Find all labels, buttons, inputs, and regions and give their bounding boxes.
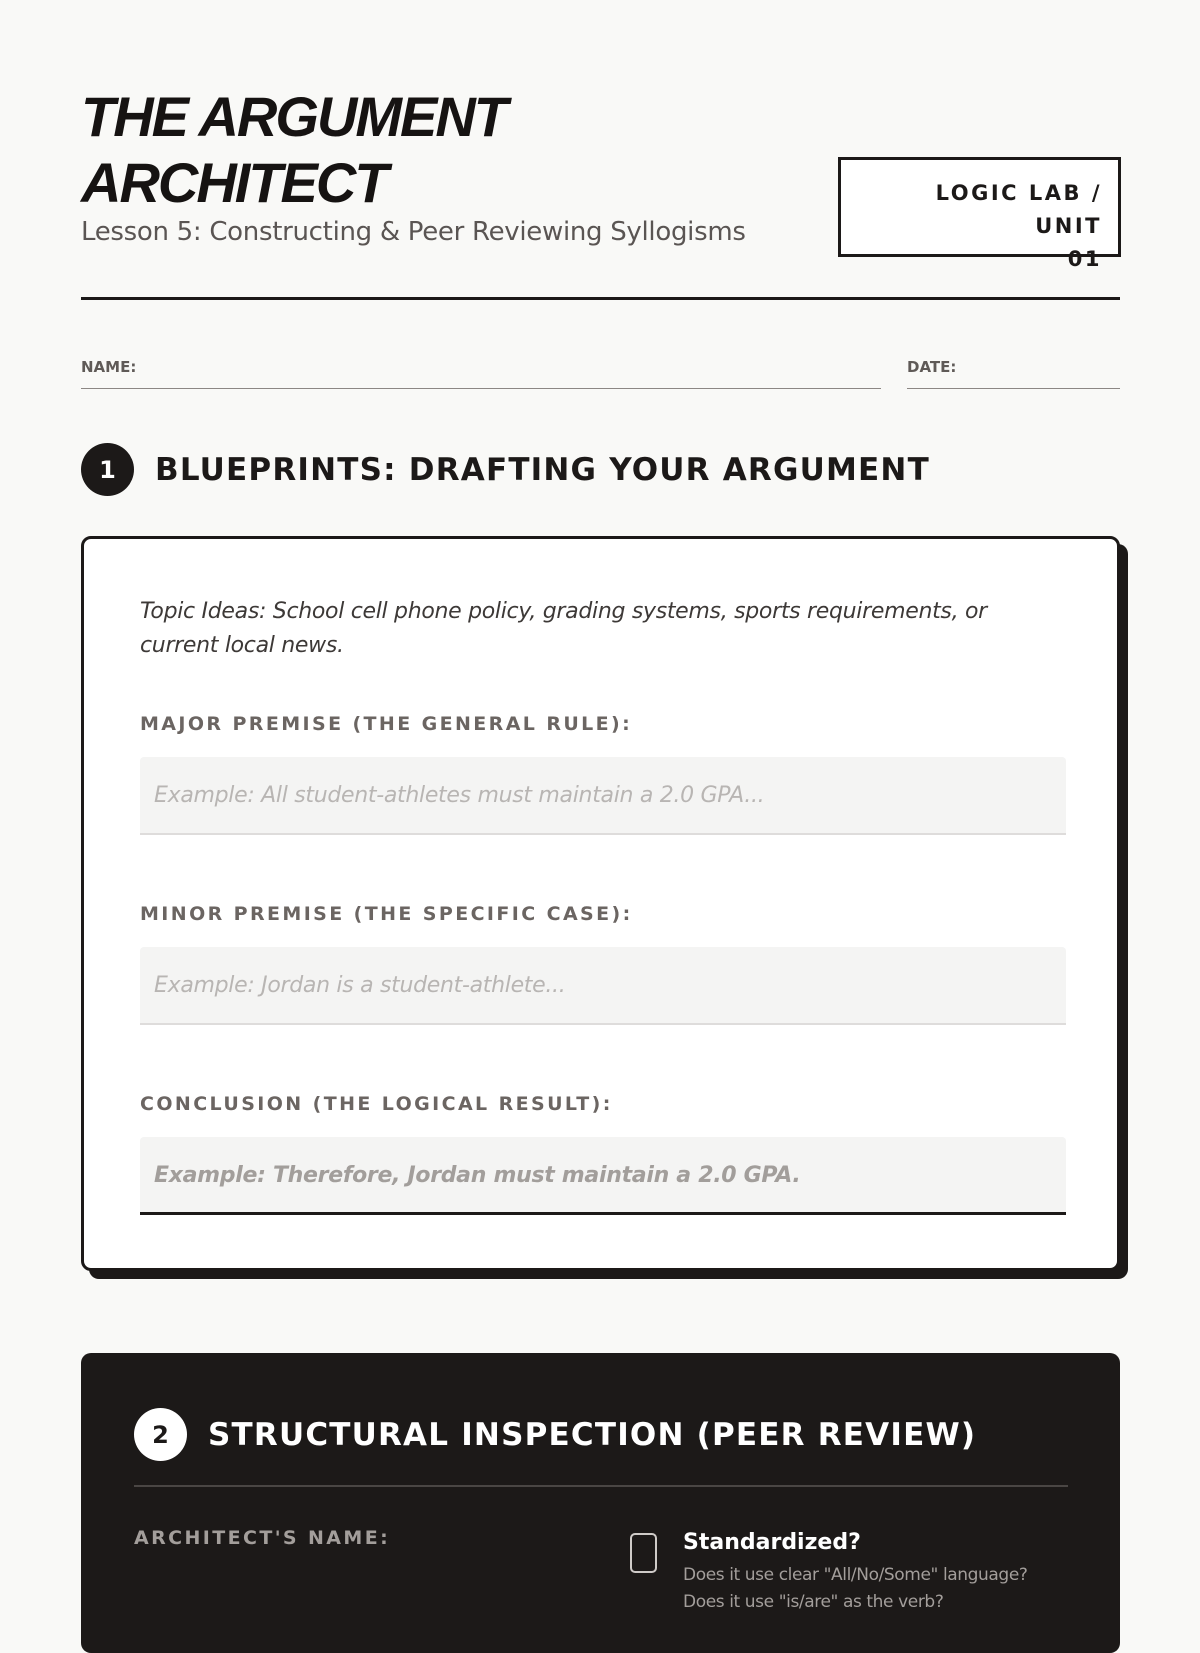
section-2-title: STRUCTURAL INSPECTION (PEER REVIEW)	[208, 1416, 977, 1453]
section-1-number-badge: 1	[81, 443, 134, 496]
section-2-heading	[134, 1408, 976, 1461]
header-divider	[81, 297, 1120, 300]
date-label: DATE:	[907, 358, 957, 376]
peer-review-panel	[81, 1353, 1120, 1653]
unit-line-1: LOGIC LAB / UNIT	[935, 181, 1102, 238]
section-2-number-badge: 2	[134, 1408, 187, 1461]
section-1-title: BLUEPRINTS: DRAFTING YOUR ARGUMENT	[155, 451, 930, 488]
topic-ideas: Topic Ideas: School cell phone policy, grading systems, sports requirements, or current local news.	[140, 599, 987, 658]
minor-premise-label: MINOR PREMISE (THE SPECIFIC CASE):	[140, 903, 633, 925]
date-field[interactable]	[907, 356, 1120, 389]
section-1-heading	[81, 443, 930, 496]
lesson-subtitle: Lesson 5: Constructing & Peer Reviewing Syllogisms	[81, 217, 746, 247]
architect-name-label: ARCHITECT'S NAME:	[134, 1527, 391, 1549]
conclusion-label: CONCLUSION (THE LOGICAL RESULT):	[140, 1093, 613, 1115]
title-line-1: THE ARGUMENT	[81, 85, 507, 148]
conclusion-input[interactable]: Example: Therefore, Jordan must maintain a 2.0 GPA.	[140, 1137, 1066, 1215]
standardized-description: Does it use clear "All/No/Some" language? Does it use "is/are" as the verb?	[683, 1565, 1028, 1612]
title-line-2: ARCHITECT	[81, 151, 387, 214]
minor-premise-input[interactable]: Example: Jordan is a student-athlete...	[140, 947, 1066, 1025]
unit-badge	[838, 157, 1121, 271]
blueprint-card	[81, 536, 1120, 1271]
panel-divider	[134, 1485, 1068, 1487]
page-title	[81, 84, 641, 216]
standardized-title: Standardized?	[683, 1530, 861, 1555]
major-premise-input[interactable]: Example: All student-athletes must maintain a 2.0 GPA...	[140, 757, 1066, 835]
major-premise-label: MAJOR PREMISE (THE GENERAL RULE):	[140, 713, 633, 735]
unit-line-2: 01	[1067, 247, 1102, 271]
standardized-checkbox[interactable]	[630, 1533, 657, 1573]
name-label: NAME:	[81, 358, 137, 376]
name-field[interactable]	[81, 356, 881, 389]
